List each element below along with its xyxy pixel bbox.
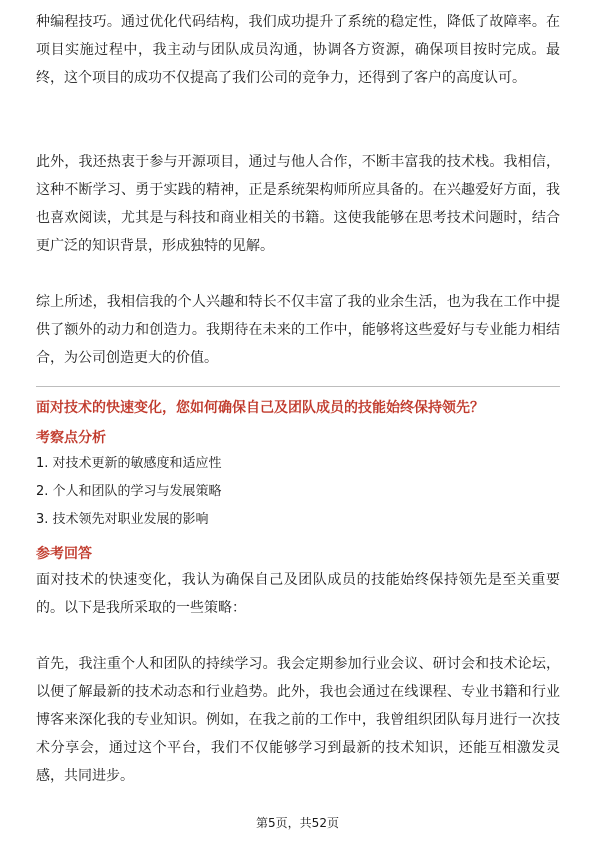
- body-paragraph: 此外，我还热衷于参与开源项目，通过与他人合作，不断丰富我的技术栈。我相信，这种不断学习、勇于实践的精神，正是系统架构师所应具备的。在兴趣爱好方面，我也喜欢阅读，尤其是与科技和商业相关的书籍。这使我能够在思考技术问题时，结合更广泛的知识背景，形成独特的见解。: [36, 154, 560, 254]
- answer-paragraph: 首先，我注重个人和团队的持续学习。我会定期参加行业会议、研讨会和技术论坛，以便了解最新的技术动态和行业趋势。此外，我也会通过在线课程、专业书籍和行业博客来深化我的专业知识。例如，在我之前的工作中，我曾组织团队每月进行一次技术分享会，通过这个平台，我们不仅能够学习到最新的技术知识，还能互相激发灵感，共同进步。: [36, 656, 560, 784]
- section-divider: [36, 386, 560, 387]
- answer-heading: 参考回答: [36, 546, 92, 562]
- answer-paragraph: 面对技术的快速变化，我认为确保自己及团队成员的技能始终保持领先是至关重要的。以下是我所采取的一些策略：: [36, 572, 560, 616]
- body-paragraph: 综上所述，我相信我的个人兴趣和特长不仅丰富了我的业余生活，也为我在工作中提供了额外的动力和创造力。我期待在未来的工作中，能够将这些爱好与专业能力相结合，为公司创造更大的价值。: [36, 294, 560, 366]
- analysis-heading: 考察点分析: [36, 430, 106, 446]
- analysis-point: 2. 个人和团队的学习与发展策略: [36, 484, 222, 499]
- body-paragraph: 种编程技巧。通过优化代码结构，我们成功提升了系统的稳定性，降低了故障率。在项目实施过程中，我主动与团队成员沟通，协调各方资源，确保项目按时完成。最终，这个项目的成功不仅提高了我们公司的竞争力，还得到了客户的高度认可。: [36, 14, 560, 86]
- page-number: 第5页，共52页: [256, 816, 339, 830]
- analysis-point: 1. 对技术更新的敏感度和适应性: [36, 456, 222, 471]
- interview-question: 面对技术的快速变化，您如何确保自己及团队成员的技能始终保持领先？: [36, 400, 484, 416]
- analysis-point: 3. 技术领先对职业发展的影响: [36, 512, 209, 527]
